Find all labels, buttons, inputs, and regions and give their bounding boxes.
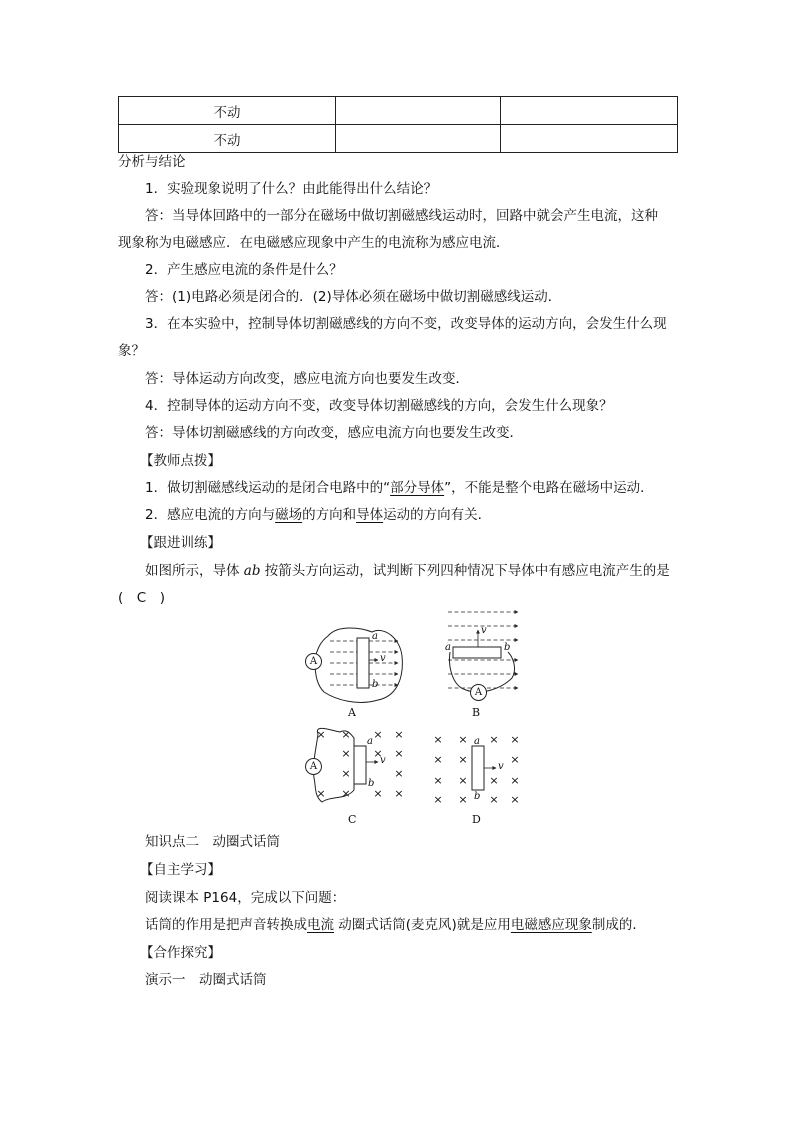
ammeter-icon: A	[470, 684, 487, 701]
ammeter-icon: A	[305, 758, 322, 775]
answer-3: 答：导体运动方向改变，感应电流方向也要发生改变．	[145, 371, 469, 387]
label-v: v	[481, 625, 487, 636]
knowledge-point-2: 知识点二 动圈式话筒	[145, 834, 280, 850]
question-3-line-1: 3．在本实验中，控制导体切割磁感线的方向不变，改变导体的运动方向，会发生什么现	[145, 316, 667, 332]
label-a: a	[367, 736, 373, 747]
cross-mark: ×	[341, 767, 351, 780]
cross-mark: ×	[373, 728, 383, 741]
cross-mark: ×	[458, 793, 468, 806]
figure-caption-c: C	[348, 813, 357, 826]
cross-mark: ×	[489, 774, 499, 787]
label-v: v	[498, 761, 504, 772]
induction-figure	[290, 604, 540, 834]
cross-mark: ×	[433, 753, 443, 766]
practice-answer: ( C )	[118, 590, 165, 606]
teacher-heading: 【教师点拨】	[140, 453, 221, 469]
label-b: b	[368, 778, 375, 789]
microphone-statement: 话筒的作用是把声音转换成电流 动圈式话筒(麦克风)就是应用电磁感应现象制成的．	[145, 917, 646, 933]
table-cell	[336, 125, 501, 153]
analysis-heading: 分析与结论	[118, 154, 186, 170]
cross-mark: ×	[458, 774, 468, 787]
table-cell	[501, 97, 678, 125]
cross-mark: ×	[433, 733, 443, 746]
table-cell	[336, 97, 501, 125]
label-v: v	[380, 653, 386, 664]
cooperation-heading: 【合作探究】	[140, 945, 221, 961]
table-cell: 不动	[119, 97, 336, 125]
table-cell	[501, 125, 678, 153]
figure-caption-b: B	[472, 706, 481, 719]
cross-mark: ×	[373, 787, 383, 800]
label-a: a	[445, 642, 451, 653]
cross-mark: ×	[489, 733, 499, 746]
cross-mark: ×	[458, 753, 468, 766]
cross-mark: ×	[458, 733, 468, 746]
answer-1-line-1: 答：当导体回路中的一部分在磁场中做切割磁感线运动时，回路中就会产生电流，这种	[145, 208, 658, 224]
cross-mark: ×	[394, 747, 404, 760]
cross-mark: ×	[394, 787, 404, 800]
cross-mark: ×	[316, 787, 326, 800]
label-b: b	[474, 791, 481, 802]
teacher-point-2: 2．感应电流的方向与磁场的方向和导体运动的方向有关．	[145, 507, 492, 523]
cross-mark: ×	[341, 787, 351, 800]
demo-1: 演示一 动圈式话筒	[145, 972, 267, 988]
question-2: 2．产生感应电流的条件是什么？	[145, 262, 343, 278]
label-a: a	[372, 631, 378, 642]
table-row	[119, 97, 678, 125]
figure-drawing	[290, 604, 540, 834]
cross-mark: ×	[510, 793, 520, 806]
cross-mark: ×	[316, 728, 326, 741]
cross-mark: ×	[373, 747, 383, 760]
practice-heading: 【跟进训练】	[140, 535, 221, 551]
cross-mark: ×	[433, 774, 443, 787]
cross-mark: ×	[510, 753, 520, 766]
figure-caption-a: A	[348, 706, 356, 719]
result-table	[118, 96, 678, 153]
table-cell: 不动	[119, 125, 336, 153]
panel-a	[314, 628, 402, 702]
cross-mark: ×	[341, 747, 351, 760]
answer-1-line-2: 现象称为电磁感应．在电磁感应现象中产生的电流称为感应电流．	[118, 235, 510, 251]
label-b: b	[504, 642, 511, 653]
cross-mark: ×	[341, 728, 351, 741]
cross-mark: ×	[510, 733, 520, 746]
question-4: 4．控制导体的运动方向不变，改变导体切割磁感线的方向，会发生什么现象？	[145, 398, 613, 414]
label-v: v	[380, 755, 386, 766]
teacher-point-1: 1．做切割磁感线运动的是闭合电路中的“部分导体”，不能是整个电路在磁场中运动．	[145, 480, 654, 496]
question-3-line-2: 象？	[118, 343, 145, 359]
table-row	[119, 125, 678, 153]
question-1: 1．实验现象说明了什么？由此能得出什么结论？	[145, 181, 438, 197]
cross-mark: ×	[489, 793, 499, 806]
cross-mark: ×	[510, 774, 520, 787]
answer-4: 答：导体切割磁感线的方向改变，感应电流方向也要发生改变．	[145, 425, 523, 441]
label-a: a	[474, 736, 480, 747]
answer-2: 答：(1)电路必须是闭合的．(2)导体必须在磁场中做切割磁感线运动．	[145, 289, 562, 305]
practice-question-line-1: 如图所示，导体 ab 按箭头方向运动，试判断下列四种情况下导体中有感应电流产生的是	[145, 563, 670, 579]
cross-mark: ×	[394, 728, 404, 741]
self-study-heading: 【自主学习】	[140, 862, 221, 878]
cross-mark: ×	[394, 767, 404, 780]
cross-mark: ×	[433, 793, 443, 806]
reading-instruction: 阅读课本 P164，完成以下问题：	[145, 890, 346, 906]
figure-caption-d: D	[472, 813, 481, 826]
label-b: b	[372, 679, 379, 690]
ammeter-icon: A	[305, 653, 322, 670]
